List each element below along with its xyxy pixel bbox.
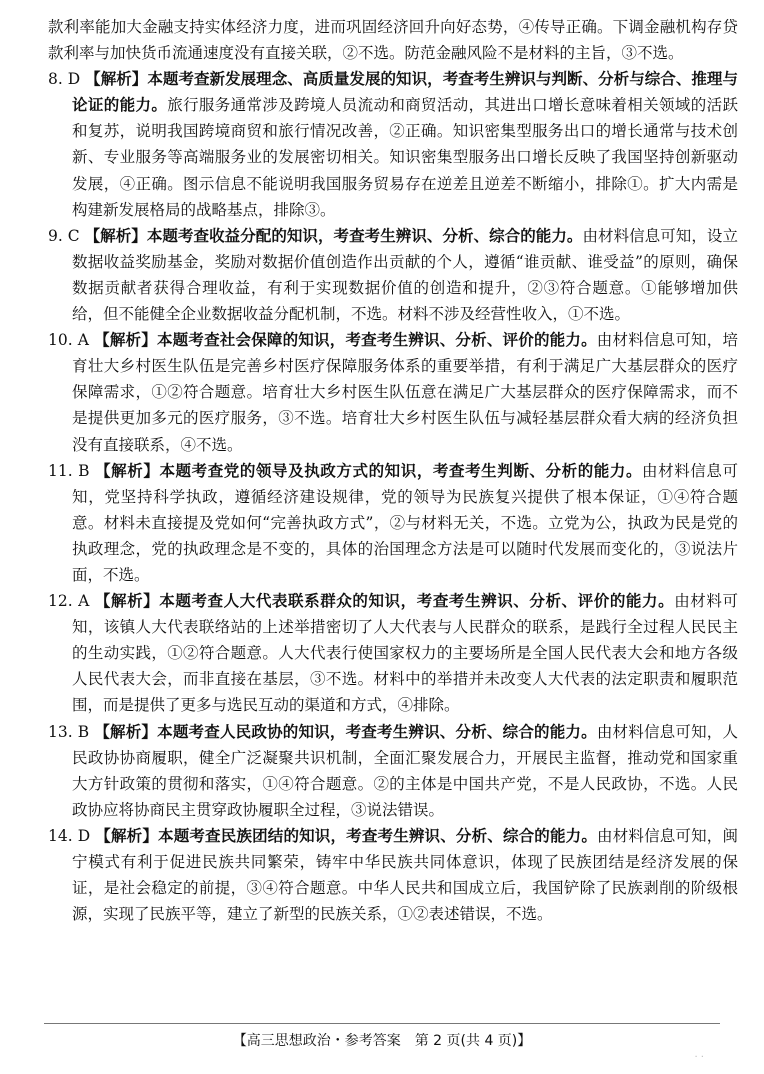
footer-divider: [44, 1023, 720, 1024]
answer-continuation: [48, 14, 738, 66]
answer-number: 13. B: [48, 722, 90, 741]
answer-explanation: 由材料信息可知，培育壮大乡村医生队伍是完善乡村医疗保障服务体系的重要举措，有利于满足广大基层群众的医疗保障需求，①②符合题意。培育壮大乡村医生队伍意在满足广大基层群众的医疗保障需求，而不是提供更加多元的医疗服务，③不选。培育壮大乡村医生队伍与减轻基层群众看大病的经济负担没有直接联系，④不选。: [72, 331, 738, 454]
corner-mark: · ·: [694, 1052, 704, 1063]
analysis-tag: 【解析】: [95, 825, 159, 845]
answer-summary: 本题考查新发展理念、高质量发展的知识，考查考生辨识与判断、分析与综合、推理与论证的能力。: [72, 69, 738, 115]
answer-text: 款利率能加大金融支持实体经济力度，进而巩固经济回升向好态势，④传导正确。下调金融机构存贷款利率与加快货币流通速度没有直接关联，②不选。防范金融风险不是材料的主旨，③不选。: [48, 18, 738, 63]
answer-item-12: [48, 588, 738, 718]
answer-number: 9. C: [48, 226, 80, 245]
answer-explanation: 由材料可知，该镇人大代表联络站的上述举措密切了人大代表与人民群众的联系，是践行全过程人民民主的生动实践，①②符合题意。人大代表行使国家权力的主要场所是全国人民代表大会和地方各级人民代表大会，而非直接在基层，③不选。材料中的举措并未改变人大代表的法定职责和履职范围，而是提供了更多与选民互动的渠道和方式，④排除。: [72, 592, 738, 715]
page-footer: 【高三思想政治・参考答案 第 2 页(共 4 页)】: [232, 1033, 532, 1049]
analysis-tag: 【解析】: [95, 460, 160, 480]
answer-summary: 本题考查党的领导及执政方式的知识，考查考生判断、分析的能力。: [159, 460, 643, 480]
answer-number: 11. B: [48, 461, 90, 480]
analysis-tag: 【解析】: [84, 225, 147, 245]
answer-summary: 本题考查社会保障的知识，考查考生辨识、分析、评价的能力。: [156, 330, 597, 350]
answer-item-13: [48, 719, 738, 823]
answer-explanation: 由材料信息可知，闽宁模式有利于促进民族共同繁荣，铸牢中华民族共同体意识，体现了民族团结是经济发展的保证，是社会稳定的前提，③④符合题意。中华人民共和国成立后，我国铲除了民族剥削的阶级根源，实现了民族平等，建立了新型的民族关系，①②表述错误，不选。: [72, 826, 738, 924]
answer-explanation: 由材料信息可知，党坚持科学执政，遵循经济建设规律，党的领导为民族复兴提供了根本保证，①④符合题意。材料未直接提及党如何“完善执政方式”，②与材料无关，不选。立党为公，执政为民是党的执政理念，党的执政理念是不变的，具体的治国理念方法是可以随时代发展而变化的，③说法片面，不选。: [72, 461, 738, 584]
analysis-tag: 【解析】: [94, 591, 160, 611]
answer-number: 8. D: [48, 70, 81, 89]
answer-item-11: [48, 458, 738, 588]
analysis-tag: 【解析】: [85, 69, 148, 89]
answer-explanation: 旅行服务通常涉及跨境人员流动和商贸活动，其进出口增长意味着相关领域的活跃和复苏，说明我国跨境商贸和旅行情况改善，②正确。知识密集型服务出口的增长通常与技术创新、专业服务等高端服务业的发展密切相关。知识密集型服务出口增长反映了我国坚持创新驱动发展，④正确。图示信息不能说明我国服务贸易存在逆差且逆差不断缩小，排除①。扩大内需是构建新发展格局的战略基点，排除③。: [72, 96, 738, 219]
answer-explanation: 由材料信息可知，人民政协协商履职，健全广泛凝聚共识机制，全面汇聚发展合力，开展民主监督，推动党和国家重大方针政策的贯彻和落实，①④符合题意。②的主体是中国共产党，不是人民政协，不选。人民政协应将协商民主贯穿政协履职全过程，③说法错误。: [72, 722, 738, 819]
answer-summary: 本题考查收益分配的知识，考查考生辨识、分析、综合的能力。: [146, 225, 583, 245]
answer-item-10: [48, 327, 738, 457]
answer-number: 14. D: [48, 826, 91, 845]
answer-summary: 本题考查人民政协的知识，考查考生辨识、分析、综合的能力。: [157, 721, 597, 741]
answer-item-14: [48, 823, 738, 927]
analysis-tag: 【解析】: [94, 721, 158, 741]
analysis-tag: 【解析】: [94, 330, 157, 350]
answer-item-8: [48, 66, 738, 223]
answer-number: 10. A: [48, 331, 89, 350]
answer-summary: 本题考查人大代表联系群众的知识，考查考生辨识、分析、评价的能力。: [159, 591, 675, 611]
answer-summary: 本题考查民族团结的知识，考查考生辨识、分析、综合的能力。: [158, 825, 598, 845]
answer-item-9: [48, 223, 738, 327]
answer-content: [48, 14, 738, 927]
answer-number: 12. A: [48, 592, 90, 611]
answer-explanation: 由材料信息可知，设立数据收益奖励基金，奖励对数据价值创造作出贡献的个人，遵循“谁贡献、谁受益”的原则，确保数据贡献者获得合理收益，有利于实现数据价值的创造和提升，②③符合题意。①能够增加供给，但不能健全企业数据收益分配机制，不选。材料不涉及经营性收入，①不选。: [72, 226, 738, 324]
